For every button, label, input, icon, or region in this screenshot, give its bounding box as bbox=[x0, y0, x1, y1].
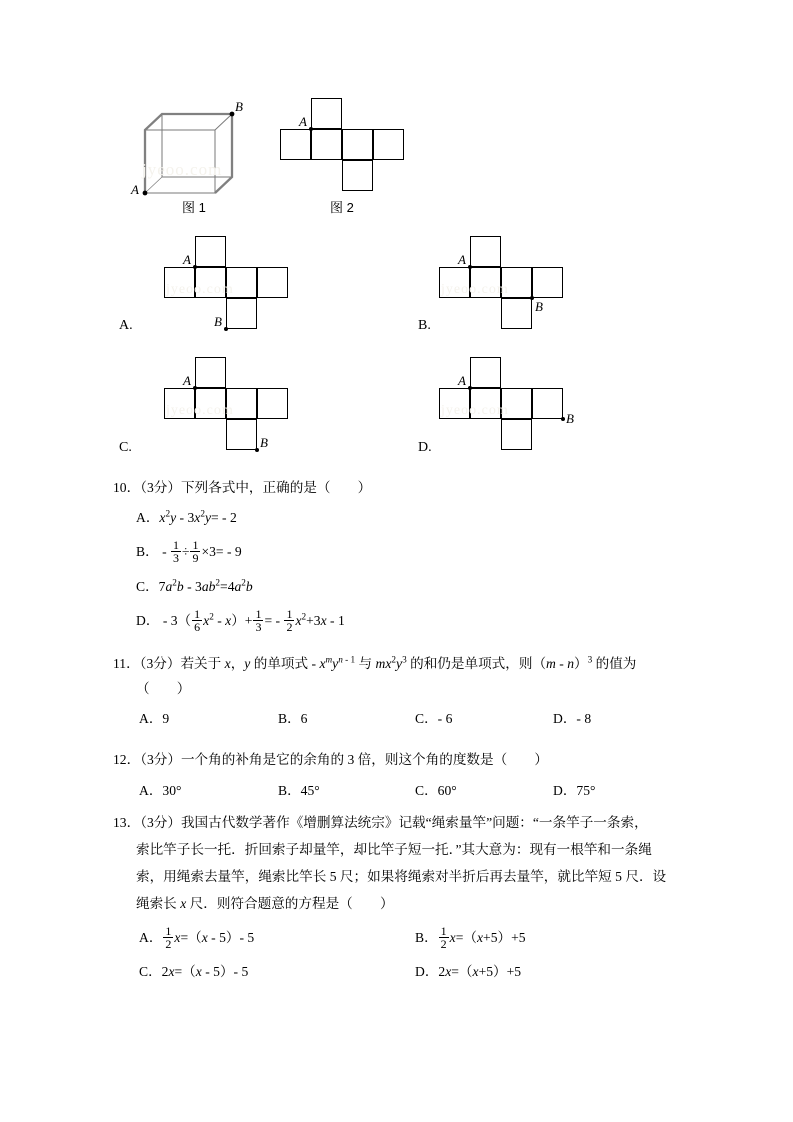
net-vertex-A bbox=[193, 265, 197, 269]
net-vertex-label-A: A bbox=[458, 373, 466, 388]
net-vertex-B bbox=[561, 417, 565, 421]
option-D-label: D. bbox=[418, 440, 432, 455]
question-13-stem-line1 bbox=[0, 812, 793, 833]
option-value: - 6 bbox=[437, 711, 453, 726]
question-10-stem bbox=[0, 477, 793, 498]
option-math: $\frac{1}{2}$ x=（x - 5）- 5 bbox=[165, 924, 255, 951]
net-vertex-label-B: B bbox=[260, 435, 268, 450]
question-10 bbox=[0, 477, 793, 633]
option-C-label: C. bbox=[119, 440, 132, 455]
option-math: - $\frac{1}{3}$ ÷ $\frac{1}{9}$ ×3= - 9 bbox=[158, 538, 242, 565]
net-cell bbox=[501, 298, 532, 329]
net-cell bbox=[280, 129, 311, 160]
question-13-number: 13． bbox=[113, 815, 141, 830]
net-cell bbox=[311, 98, 342, 129]
question-12-option-C[interactable] bbox=[415, 780, 457, 801]
option-math: 2x=（x - 5）- 5 bbox=[161, 964, 249, 979]
net-cell bbox=[373, 129, 404, 160]
question-11-options bbox=[0, 708, 793, 729]
option-math: $7a^2b - 3ab^2=4a^2b$ bbox=[158, 577, 253, 594]
question-11-option-A[interactable] bbox=[139, 708, 169, 729]
net-vertex-label-B: B bbox=[214, 314, 222, 329]
option-D-net[interactable] bbox=[439, 357, 589, 462]
question-12-text: 一个角的补角是它的余角的 3 倍，则这个角的度数是（ ） bbox=[180, 752, 548, 767]
question-11-option-B[interactable] bbox=[278, 708, 307, 729]
question-13-options-row2 bbox=[0, 961, 793, 985]
question-10-option-C[interactable] bbox=[0, 576, 793, 597]
net-cell bbox=[342, 129, 373, 160]
question-11 bbox=[0, 653, 793, 729]
option-key: D． bbox=[553, 711, 577, 726]
question-13 bbox=[0, 812, 793, 985]
question-10-number: 10． bbox=[113, 480, 141, 495]
watermark-option-A: jyeoo.com bbox=[166, 282, 234, 297]
question-11-stem-line2: （ ） bbox=[136, 681, 191, 696]
option-value: 30° bbox=[162, 783, 182, 798]
option-key: C． bbox=[139, 964, 162, 979]
question-13-text1: 我国古代数学著作《增删算法统宗》记载“绳索量竿”问题：“一条竿子一条索， bbox=[180, 815, 648, 830]
net-vertex-A bbox=[309, 127, 313, 131]
question-10-option-B[interactable] bbox=[0, 539, 793, 564]
option-key: D． bbox=[553, 783, 577, 798]
net-cell bbox=[470, 236, 501, 267]
net-vertex-A bbox=[468, 265, 472, 269]
question-12-option-A[interactable] bbox=[139, 780, 181, 801]
question-13-option-B[interactable] bbox=[415, 925, 526, 950]
net-vertex-label-A: A bbox=[183, 373, 191, 388]
question-13-stem-line3: 索，用绳索去量竿，绳索比竿长 5 尺；如果将绳索对半折后再去量竿，就比竿短 5 尺．设 bbox=[136, 869, 667, 884]
question-11-points: （3分） bbox=[139, 656, 181, 671]
option-key: C． bbox=[136, 579, 159, 594]
option-key: C． bbox=[415, 783, 438, 798]
question-11-option-C[interactable] bbox=[415, 708, 452, 729]
net-cell bbox=[226, 419, 257, 450]
question-11-number: 11． bbox=[113, 656, 140, 671]
question-12-stem bbox=[0, 749, 793, 770]
question-11-stem-line1 bbox=[0, 653, 793, 674]
question-10-option-D[interactable] bbox=[0, 608, 793, 633]
option-key: C． bbox=[415, 711, 438, 726]
question-13-option-C[interactable] bbox=[139, 961, 248, 982]
watermark-cube: jyeoo.com bbox=[142, 160, 223, 179]
watermark-option-B: jyeoo.com bbox=[441, 282, 509, 297]
option-B-label: B. bbox=[418, 318, 431, 333]
option-value: 75° bbox=[576, 783, 596, 798]
net-cell bbox=[532, 267, 563, 298]
net-vertex-label-A: A bbox=[458, 252, 466, 267]
option-key: A． bbox=[136, 510, 160, 525]
net-vertex-label-B: B bbox=[535, 299, 543, 314]
option-value: 45° bbox=[300, 783, 320, 798]
net-cell bbox=[532, 388, 563, 419]
watermark-option-D: jyeoo.com bbox=[441, 403, 509, 418]
net-vertex-A bbox=[468, 386, 472, 390]
question-13-stem-line4: 绳索长 x 尺．则符合题意的方程是（ ） bbox=[136, 896, 394, 911]
cube-vertex-label-A: A bbox=[131, 182, 139, 197]
option-key: B． bbox=[415, 929, 438, 945]
question-12-option-D[interactable] bbox=[553, 780, 595, 801]
option-key: B． bbox=[136, 543, 159, 559]
question-13-option-D[interactable] bbox=[415, 961, 521, 982]
net-cell bbox=[226, 298, 257, 329]
option-math: - 3（ $\frac{1}{6}$ $x^2 - x)+$ $\frac{1}{3}$ = - $\frac{1}{2}$ $x^2+3x - 1$ bbox=[159, 607, 345, 634]
figure-2-net bbox=[280, 98, 430, 198]
net-vertex-label-A: A bbox=[299, 114, 307, 129]
option-key: A． bbox=[139, 711, 163, 726]
figure-1-caption: 图 1 bbox=[182, 200, 206, 215]
net-cell bbox=[470, 357, 501, 388]
option-key: B． bbox=[278, 783, 301, 798]
question-13-options-row1 bbox=[0, 925, 793, 951]
figure-1-cube bbox=[131, 92, 260, 202]
net-vertex-A bbox=[193, 386, 197, 390]
option-key: A． bbox=[139, 783, 163, 798]
question-13-points: （3分） bbox=[140, 815, 181, 830]
net-cell bbox=[257, 388, 288, 419]
question-11-text: 若关于 x，y 的单项式 - $x^my^{n - 1}$ 与 $mx^2y^3$ 的和仍是单项式，则（m - n）$^3$ 的值为 bbox=[180, 654, 637, 671]
question-10-points: （3分） bbox=[140, 480, 181, 495]
figures-area bbox=[0, 0, 793, 470]
option-value: 60° bbox=[437, 783, 457, 798]
option-math: 2x=（x+5）+5 bbox=[438, 964, 522, 979]
question-11-option-D[interactable] bbox=[553, 708, 591, 729]
figure-2-caption: 图 2 bbox=[330, 200, 354, 215]
net-cell bbox=[195, 357, 226, 388]
option-math: $\frac{1}{2}$ x=（x+5）+5 bbox=[440, 924, 526, 951]
watermark-option-C: jyeoo.com bbox=[166, 403, 234, 418]
question-12-number: 12． bbox=[113, 752, 141, 767]
net-vertex-B bbox=[255, 448, 259, 452]
option-key: B． bbox=[278, 711, 301, 726]
net-vertex-label-B: B bbox=[566, 411, 574, 426]
option-key: A． bbox=[139, 929, 163, 945]
option-A-label: A. bbox=[119, 318, 133, 333]
question-12-options bbox=[0, 780, 793, 801]
net-vertex-B bbox=[224, 327, 228, 331]
net-vertex-B bbox=[530, 296, 534, 300]
option-value: 6 bbox=[300, 711, 308, 726]
option-B-net[interactable] bbox=[439, 236, 589, 341]
option-C-net[interactable] bbox=[164, 357, 314, 462]
net-cell bbox=[257, 267, 288, 298]
option-math: $x^2y - 3x^2y= - 2$ bbox=[159, 508, 237, 525]
option-key: D． bbox=[415, 964, 439, 979]
net-vertex-label-A: A bbox=[183, 252, 191, 267]
option-A-net[interactable] bbox=[164, 236, 314, 341]
option-value: 9 bbox=[162, 711, 170, 726]
net-cell bbox=[342, 160, 373, 191]
option-key: D． bbox=[136, 612, 160, 628]
net-cell bbox=[311, 129, 342, 160]
question-12 bbox=[0, 749, 793, 801]
question-13-option-A[interactable] bbox=[139, 925, 254, 950]
question-12-points: （3分） bbox=[140, 752, 181, 767]
question-13-stem-line2: 索比竿子长一托．折回索子却量竿，却比竿子短一托．”其大意为：现有一根竿和一条绳 bbox=[136, 842, 652, 857]
question-10-text: 下列各式中，正确的是（ ） bbox=[180, 480, 372, 495]
net-cell bbox=[195, 236, 226, 267]
option-value: - 8 bbox=[576, 711, 592, 726]
question-12-option-B[interactable] bbox=[278, 780, 320, 801]
net-cell bbox=[501, 419, 532, 450]
question-10-option-A[interactable] bbox=[0, 507, 793, 528]
cube-vertex-label-B: B bbox=[235, 99, 243, 114]
